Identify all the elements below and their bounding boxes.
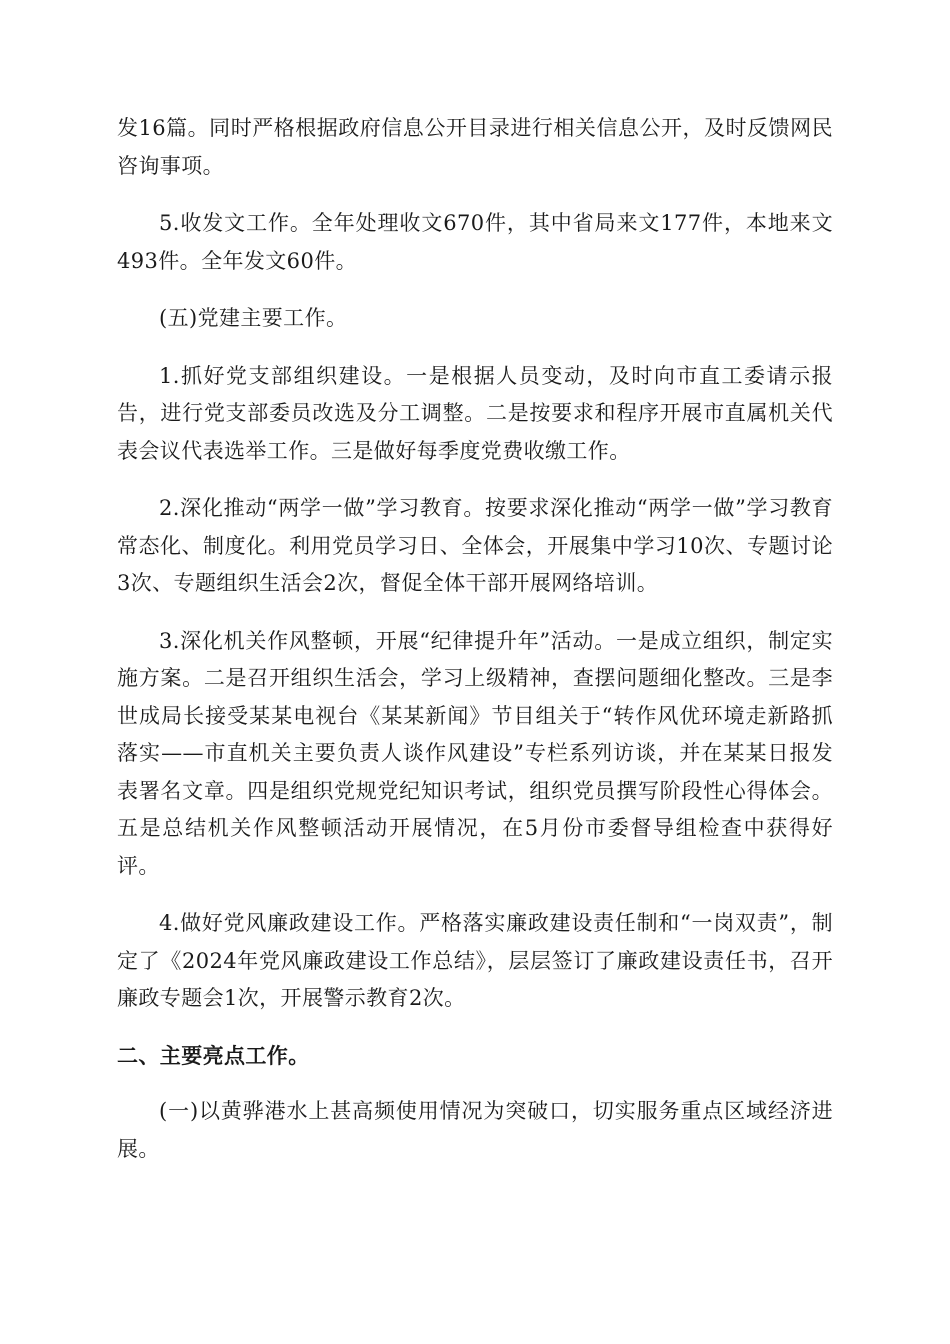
section-subheading-party-building: (五)党建主要工作。 (159, 306, 348, 330)
paragraph-integrity: 4.做好党风廉政建设工作。严格落实廉政建设责任制和“一岗双责”，制定了《2024年党风廉政建设工作总结》，层层签订了廉政建设责任书，召开廉政专题会1次，开展警示教育2次。 (117, 911, 833, 1010)
paragraph-continued: 发16篇。同时严格根据政府信息公开目录进行相关信息公开，及时反馈网民咨询事项。 (117, 116, 833, 178)
paragraph-document-handling: 5.收发文工作。全年处理收文670件，其中省局来文177件，本地来文493件。全年发文60件。 (117, 211, 833, 273)
section-heading-highlights: 二、主要亮点工作。 (117, 1043, 310, 1068)
paragraph-party-branch: 1.抓好党支部组织建设。一是根据人员变动，及时向市直工委请示报告，进行党支部委员改选及分工调整。二是按要求和程序开展市直属机关代表会议代表选举工作。三是做好每季度党费收缴工作。 (117, 363, 833, 463)
paragraph-highlight-one: (一)以黄骅港水上甚高频使用情况为突破口，切实服务重点区域经济进展。 (117, 1099, 833, 1161)
paragraph-work-style: 3.深化机关作风整顿，开展“纪律提升年”活动。一是成立组织，制定实施方案。二是召开组织生活会，学习上级精神，查摆问题细化整改。三是李世成局长接受某某电视台《某某新闻》节目组关于“转作风优环境走新路抓落实——市直机关主要负责人谈作风建设”专栏系列访谈，并在某某日报发表署名文章。四是组织党规党纪知识考试，组织党员撰写阶段性心得体会。五是总结机关作风整顿活动开展情况，在5月份市委督导组检查中获得好评。 (117, 628, 833, 878)
paragraph-study-education: 2.深化推动“两学一做”学习教育。按要求深化推动“两学一做”学习教育常态化、制度化。利用党员学习日、全体会，开展集中学习10次、专题讨论3次、专题组织生活会2次，督促全体干部开展网络培训。 (117, 496, 833, 595)
document-body (117, 110, 833, 1188)
